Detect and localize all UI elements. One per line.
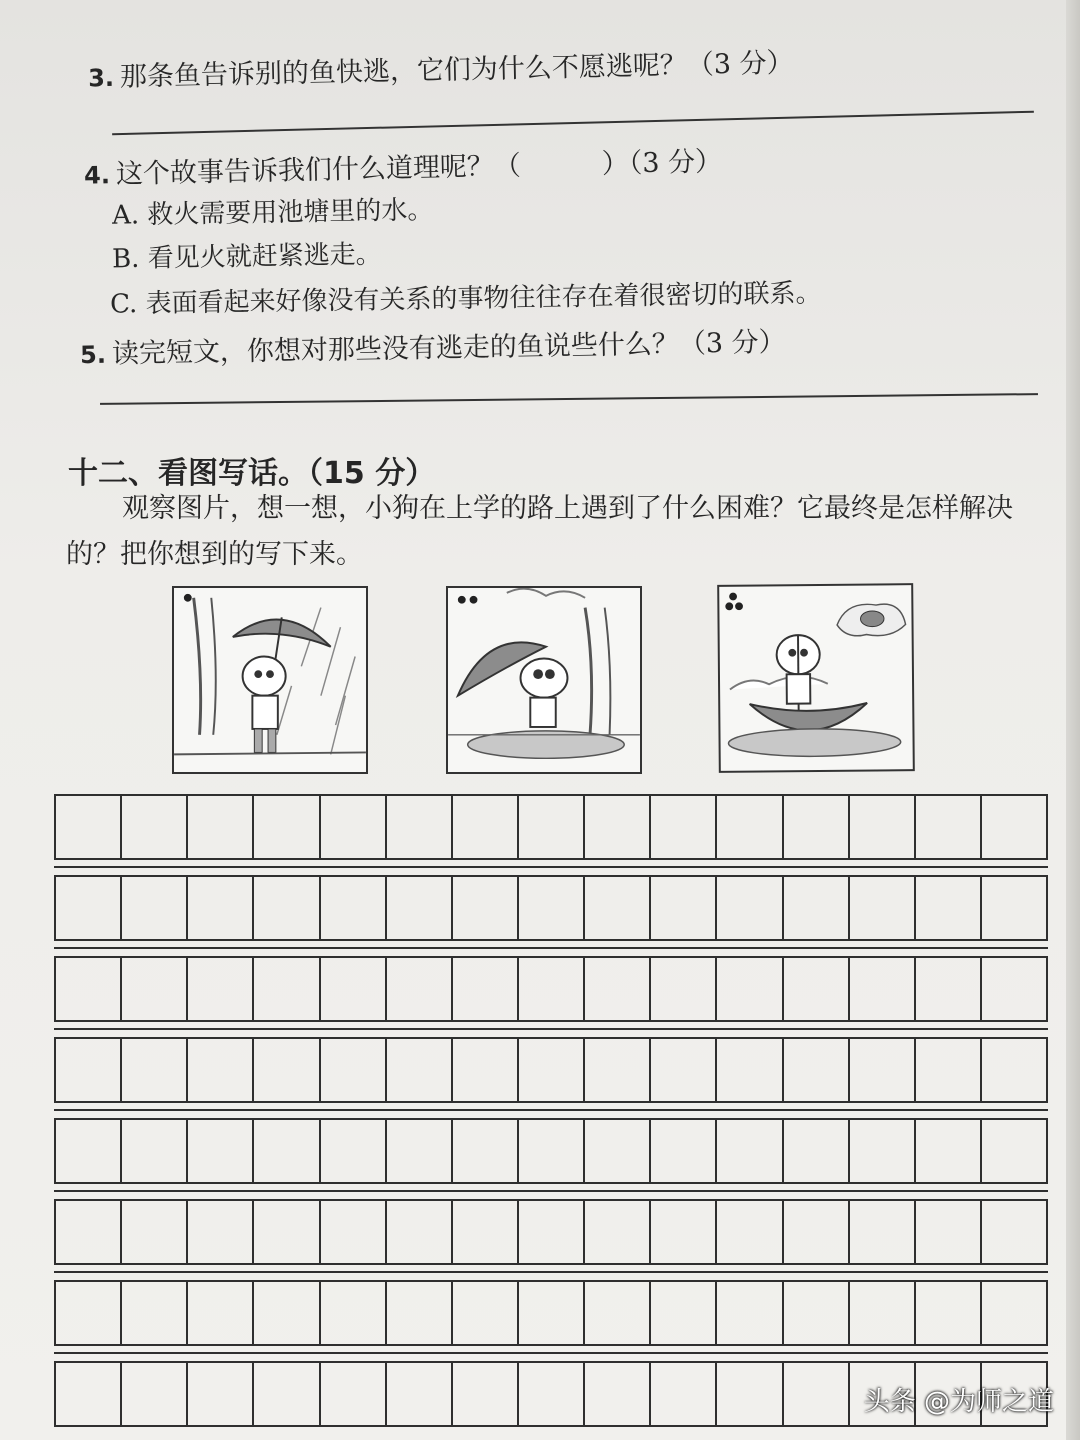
grid-cell[interactable]	[56, 796, 122, 858]
grid-cell[interactable]	[188, 958, 254, 1020]
grid-cell[interactable]	[188, 877, 254, 939]
grid-gap-line	[54, 1190, 1048, 1192]
option-c: C. 表面看起来好像没有关系的事物往往存在着很密切的联系。	[109, 278, 822, 320]
grid-cell[interactable]	[387, 1363, 453, 1425]
grid-gap-line	[54, 866, 1048, 868]
option-a: A. 救火需要用池塘里的水。	[111, 195, 434, 231]
grid-cell[interactable]	[585, 1039, 651, 1101]
grid-cell[interactable]	[254, 1201, 320, 1263]
grid-cell[interactable]	[453, 1282, 519, 1344]
question-5-text: 读完短文，你想对那些没有逃走的鱼说些什么？（3 分）	[111, 326, 786, 370]
grid-cell[interactable]	[717, 958, 783, 1020]
grid-cell[interactable]	[122, 1039, 188, 1101]
grid-cell[interactable]	[982, 877, 1046, 939]
grid-cell[interactable]	[916, 1282, 982, 1344]
grid-cell[interactable]	[585, 1363, 651, 1425]
grid-cell[interactable]	[585, 1282, 651, 1344]
grid-cell[interactable]	[321, 796, 387, 858]
grid-cell[interactable]	[387, 877, 453, 939]
writing-grid[interactable]	[54, 794, 1048, 1434]
grid-cell[interactable]	[784, 1363, 850, 1425]
grid-cell[interactable]	[519, 958, 585, 1020]
grid-cell[interactable]	[784, 877, 850, 939]
grid-cell[interactable]	[717, 1363, 783, 1425]
grid-cell[interactable]	[982, 1282, 1046, 1344]
question-5-number: 5.	[79, 340, 107, 370]
page-edge	[1066, 0, 1080, 1440]
grid-cell[interactable]	[122, 1282, 188, 1344]
grid-cell[interactable]	[254, 1120, 320, 1182]
grid-cell[interactable]	[519, 1282, 585, 1344]
grid-cell[interactable]	[254, 958, 320, 1020]
grid-cell[interactable]	[850, 877, 916, 939]
grid-cell[interactable]	[387, 1039, 453, 1101]
grid-cell[interactable]	[188, 1120, 254, 1182]
grid-row[interactable]	[54, 1280, 1048, 1346]
grid-cell[interactable]	[519, 1201, 585, 1263]
grid-cell[interactable]	[784, 1282, 850, 1344]
question-4	[84, 139, 723, 191]
grid-row[interactable]	[54, 794, 1048, 860]
grid-cell[interactable]	[56, 1039, 122, 1101]
grid-cell[interactable]	[982, 796, 1046, 858]
answer-line-q3[interactable]	[112, 111, 1034, 136]
grid-cell[interactable]	[387, 796, 453, 858]
question-5	[80, 320, 786, 371]
grid-cell[interactable]	[122, 1120, 188, 1182]
grid-cell[interactable]	[916, 1201, 982, 1263]
grid-cell[interactable]	[784, 1120, 850, 1182]
grid-cell[interactable]	[321, 1282, 387, 1344]
grid-cell[interactable]	[254, 1039, 320, 1101]
grid-row[interactable]	[54, 956, 1048, 1022]
grid-cell[interactable]	[321, 1201, 387, 1263]
grid-cell[interactable]	[850, 796, 916, 858]
grid-cell[interactable]	[519, 1363, 585, 1425]
grid-cell[interactable]	[188, 1282, 254, 1344]
grid-cell[interactable]	[916, 958, 982, 1020]
grid-cell[interactable]	[188, 1363, 254, 1425]
grid-cell[interactable]	[56, 1282, 122, 1344]
grid-cell[interactable]	[850, 1039, 916, 1101]
grid-cell[interactable]	[651, 1201, 717, 1263]
grid-cell[interactable]	[56, 1201, 122, 1263]
grid-cell[interactable]	[56, 958, 122, 1020]
grid-cell[interactable]	[519, 1120, 585, 1182]
grid-cell[interactable]	[453, 877, 519, 939]
grid-cell[interactable]	[982, 1201, 1046, 1263]
grid-cell[interactable]	[56, 1120, 122, 1182]
grid-cell[interactable]	[982, 1120, 1046, 1182]
grid-cell[interactable]	[651, 1039, 717, 1101]
grid-cell[interactable]	[850, 1201, 916, 1263]
grid-cell[interactable]	[717, 1282, 783, 1344]
grid-cell[interactable]	[916, 796, 982, 858]
option-b: B. 看见火就赶紧逃走。	[111, 239, 382, 275]
grid-cell[interactable]	[254, 1363, 320, 1425]
grid-cell[interactable]	[784, 958, 850, 1020]
grid-gap-line	[54, 1109, 1048, 1111]
grid-cell[interactable]	[321, 877, 387, 939]
grid-cell[interactable]	[519, 1039, 585, 1101]
grid-cell[interactable]	[585, 1120, 651, 1182]
grid-row[interactable]	[54, 1037, 1048, 1103]
grid-cell[interactable]	[321, 958, 387, 1020]
grid-cell[interactable]	[717, 1201, 783, 1263]
grid-cell[interactable]	[122, 1363, 188, 1425]
grid-cell[interactable]	[916, 1120, 982, 1182]
question-3-number: 3.	[87, 63, 115, 93]
grid-gap-line	[54, 1352, 1048, 1354]
grid-cell[interactable]	[651, 1282, 717, 1344]
answer-line-q5[interactable]	[100, 393, 1038, 405]
grid-cell[interactable]	[519, 796, 585, 858]
question-4-number: 4.	[83, 161, 111, 190]
grid-cell[interactable]	[651, 958, 717, 1020]
grid-cell[interactable]	[916, 877, 982, 939]
grid-cell[interactable]	[188, 796, 254, 858]
grid-cell[interactable]	[585, 796, 651, 858]
picture-2	[446, 586, 642, 774]
grid-cell[interactable]	[453, 958, 519, 1020]
section-12-title: 十二、看图写话。（15 分）	[68, 456, 436, 491]
grid-cell[interactable]	[387, 1201, 453, 1263]
watermark: 头条 @为师之道	[863, 1387, 1054, 1417]
grid-cell[interactable]	[453, 1363, 519, 1425]
grid-cell[interactable]	[717, 877, 783, 939]
grid-cell[interactable]	[321, 1120, 387, 1182]
grid-cell[interactable]	[784, 1201, 850, 1263]
grid-cell[interactable]	[453, 1039, 519, 1101]
question-3	[88, 41, 794, 95]
grid-cell[interactable]	[519, 877, 585, 939]
grid-cell[interactable]	[585, 1201, 651, 1263]
grid-cell[interactable]	[254, 796, 320, 858]
grid-cell[interactable]	[585, 958, 651, 1020]
puppy-umbrella-puddle-icon	[448, 588, 640, 772]
grid-cell[interactable]	[982, 958, 1046, 1020]
grid-cell[interactable]	[56, 877, 122, 939]
grid-cell[interactable]	[651, 1363, 717, 1425]
grid-cell[interactable]	[651, 796, 717, 858]
grid-cell[interactable]	[122, 958, 188, 1020]
puppy-umbrella-rain-icon	[174, 588, 366, 772]
grid-row[interactable]	[54, 875, 1048, 941]
grid-row[interactable]	[54, 1118, 1048, 1184]
picture-1	[172, 586, 368, 774]
grid-cell[interactable]	[585, 877, 651, 939]
grid-cell[interactable]	[453, 796, 519, 858]
grid-cell[interactable]	[188, 1201, 254, 1263]
picture-3	[717, 583, 915, 773]
grid-cell[interactable]	[717, 1039, 783, 1101]
grid-cell[interactable]	[387, 1282, 453, 1344]
puppy-umbrella-boat-icon	[719, 585, 913, 771]
grid-cell[interactable]	[717, 1120, 783, 1182]
grid-cell[interactable]	[453, 1120, 519, 1182]
grid-cell[interactable]	[717, 796, 783, 858]
grid-cell[interactable]	[651, 1120, 717, 1182]
section-12-instruction-line-2: 的？把你想到的写下来。	[66, 539, 363, 570]
grid-cell[interactable]	[850, 1282, 916, 1344]
grid-cell[interactable]	[254, 877, 320, 939]
grid-cell[interactable]	[254, 1282, 320, 1344]
question-4-text: 这个故事告诉我们什么道理呢？（ ）（3 分）	[115, 146, 723, 191]
grid-cell[interactable]	[122, 796, 188, 858]
grid-cell[interactable]	[784, 1039, 850, 1101]
grid-cell[interactable]	[122, 877, 188, 939]
grid-gap-line	[54, 1028, 1048, 1030]
section-12-instruction-line-1: 观察图片，想一想，小狗在上学的路上遇到了什么困难？它最终是怎样解决	[122, 493, 1013, 524]
grid-cell[interactable]	[122, 1201, 188, 1263]
grid-row[interactable]	[54, 1199, 1048, 1265]
grid-gap-line	[54, 947, 1048, 949]
question-3-text: 那条鱼告诉别的鱼快逃，它们为什么不愿逃呢？（3 分）	[119, 47, 794, 93]
grid-cell[interactable]	[188, 1039, 254, 1101]
grid-gap-line	[54, 1271, 1048, 1273]
grid-cell[interactable]	[321, 1039, 387, 1101]
grid-cell[interactable]	[850, 1120, 916, 1182]
grid-cell[interactable]	[387, 958, 453, 1020]
grid-cell[interactable]	[850, 958, 916, 1020]
grid-cell[interactable]	[916, 1039, 982, 1101]
grid-cell[interactable]	[387, 1120, 453, 1182]
grid-cell[interactable]	[651, 877, 717, 939]
grid-cell[interactable]	[784, 796, 850, 858]
grid-cell[interactable]	[56, 1363, 122, 1425]
grid-cell[interactable]	[321, 1363, 387, 1425]
grid-cell[interactable]	[453, 1201, 519, 1263]
grid-cell[interactable]	[982, 1039, 1046, 1101]
